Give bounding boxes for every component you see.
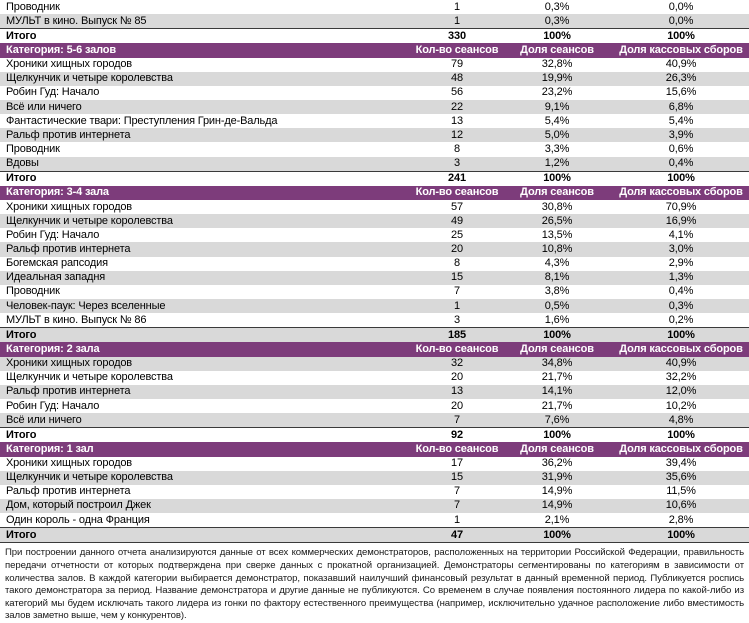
- total-sessions-count-cell: 92: [451, 428, 463, 441]
- sessions-count-cell: 57: [451, 200, 463, 213]
- sessions-count-cell: 15: [451, 271, 463, 284]
- sessions-share-cell: 2,1%: [544, 513, 570, 526]
- sessions-share-cell: 23,2%: [541, 86, 573, 99]
- col-header-sessions-share: Доля сеансов: [520, 442, 594, 455]
- table-row: [0, 471, 749, 485]
- col-header-boxoffice-share: Доля кассовых сборов: [619, 442, 743, 455]
- sessions-share-cell: 0,3%: [544, 14, 570, 27]
- boxoffice-share-cell: 4,8%: [668, 413, 694, 426]
- sessions-count-cell: 1: [454, 513, 460, 526]
- table-row: [0, 413, 749, 427]
- movie-title-cell: Робин Гуд: Начало: [6, 229, 100, 241]
- col-header-sessions-count: Кол-во сеансов: [415, 43, 499, 56]
- sessions-share-cell: 0,5%: [544, 299, 570, 312]
- total-label: Итого: [6, 329, 37, 341]
- sessions-share-cell: 31,9%: [541, 471, 573, 484]
- col-header-sessions-count: Кол-во сеансов: [415, 342, 499, 355]
- sessions-count-cell: 3: [454, 313, 460, 326]
- sessions-share-cell: 19,9%: [541, 72, 573, 85]
- sessions-count-cell: 8: [454, 257, 460, 270]
- table-row: [0, 214, 749, 228]
- sessions-share-cell: 9,1%: [544, 100, 570, 113]
- total-row: [0, 171, 749, 186]
- sessions-count-cell: 20: [451, 242, 463, 255]
- boxoffice-share-cell: 2,8%: [668, 513, 694, 526]
- movie-title-cell: Фантастические твари: Преступления Грин-де-Вальда: [6, 115, 278, 127]
- boxoffice-share-cell: 3,0%: [668, 242, 694, 255]
- sessions-share-cell: 26,5%: [541, 214, 573, 227]
- category-header-row: [0, 442, 749, 456]
- sessions-share-cell: 8,1%: [544, 271, 570, 284]
- total-sessions-share-cell: 100%: [543, 172, 571, 185]
- boxoffice-share-cell: 0,3%: [668, 299, 694, 312]
- sessions-share-cell: 3,3%: [544, 142, 570, 155]
- movie-title-cell: Ральф против интернета: [6, 386, 131, 398]
- table-row: [0, 357, 749, 371]
- table-row: [0, 285, 749, 299]
- category-label: Категория: 3-4 зала: [6, 187, 109, 199]
- boxoffice-share-cell: 0,0%: [668, 14, 694, 27]
- sessions-share-cell: 14,9%: [541, 499, 573, 512]
- total-sessions-count-cell: 241: [448, 172, 466, 185]
- table-row: [0, 371, 749, 385]
- movie-title-cell: Один король - одна Франция: [6, 514, 150, 526]
- table-row: [0, 0, 749, 14]
- table-row: [0, 271, 749, 285]
- total-row: [0, 427, 749, 442]
- sessions-share-cell: 0,3%: [544, 0, 570, 13]
- total-label: Итого: [6, 173, 37, 185]
- table-row: [0, 385, 749, 399]
- sessions-count-cell: 25: [451, 228, 463, 241]
- total-sessions-share-cell: 100%: [543, 528, 571, 541]
- sessions-share-cell: 30,8%: [541, 200, 573, 213]
- boxoffice-share-cell: 16,9%: [665, 214, 697, 227]
- movie-title-cell: Проводник: [6, 1, 60, 13]
- total-sessions-count-cell: 185: [448, 328, 466, 341]
- movie-title-cell: Робин Гуд: Начало: [6, 87, 100, 99]
- boxoffice-share-cell: 10,2%: [665, 399, 697, 412]
- boxoffice-share-cell: 0,0%: [668, 0, 694, 13]
- movie-title-cell: Щелкунчик и четыре королевства: [6, 73, 173, 85]
- category-label: Категория: 2 зала: [6, 343, 100, 355]
- total-sessions-share-cell: 100%: [543, 328, 571, 341]
- total-row: [0, 28, 749, 43]
- table-row: [0, 499, 749, 513]
- boxoffice-share-cell: 10,6%: [665, 499, 697, 512]
- sessions-share-cell: 4,3%: [544, 257, 570, 270]
- sessions-share-cell: 14,1%: [541, 385, 573, 398]
- table-row: [0, 58, 749, 72]
- movie-title-cell: Щелкунчик и четыре королевства: [6, 215, 173, 227]
- category-label: Категория: 5-6 залов: [6, 44, 116, 56]
- table-row: [0, 14, 749, 28]
- movie-title-cell: Идеальная западня: [6, 272, 106, 284]
- total-row: [0, 527, 749, 542]
- movie-title-cell: Ральф против интернета: [6, 129, 131, 141]
- sessions-count-cell: 15: [451, 471, 463, 484]
- sessions-share-cell: 7,6%: [544, 413, 570, 426]
- total-row: [0, 327, 749, 342]
- table-row: [0, 485, 749, 499]
- boxoffice-share-cell: 3,9%: [668, 128, 694, 141]
- movie-title-cell: Дом, который построил Джек: [6, 500, 151, 512]
- sessions-count-cell: 49: [451, 214, 463, 227]
- boxoffice-share-cell: 6,8%: [668, 100, 694, 113]
- col-header-boxoffice-share: Доля кассовых сборов: [619, 342, 743, 355]
- sessions-count-cell: 20: [451, 371, 463, 384]
- movie-title-cell: Ральф против интернета: [6, 243, 131, 255]
- sessions-share-cell: 32,8%: [541, 58, 573, 71]
- total-label: Итого: [6, 529, 37, 541]
- boxoffice-share-cell: 40,9%: [665, 58, 697, 71]
- movie-title-cell: Хроники хищных городов: [6, 201, 132, 213]
- col-header-sessions-share: Доля сеансов: [520, 186, 594, 199]
- col-header-sessions-count: Кол-во сеансов: [415, 186, 499, 199]
- table-row: [0, 313, 749, 327]
- table-row: [0, 128, 749, 142]
- total-boxoffice-share-cell: 100%: [667, 172, 695, 185]
- sessions-count-cell: 1: [454, 299, 460, 312]
- movie-title-cell: Человек-паук: Через вселенные: [6, 300, 166, 312]
- col-header-boxoffice-share: Доля кассовых сборов: [619, 43, 743, 56]
- boxoffice-share-cell: 26,3%: [665, 72, 697, 85]
- movie-title-cell: Хроники хищных городов: [6, 358, 132, 370]
- table-row: [0, 257, 749, 271]
- movie-title-cell: Проводник: [6, 143, 60, 155]
- movie-title-cell: Робин Гуд: Начало: [6, 400, 100, 412]
- boxoffice-share-cell: 40,9%: [665, 357, 697, 370]
- col-header-boxoffice-share: Доля кассовых сборов: [619, 186, 743, 199]
- sessions-count-cell: 7: [454, 499, 460, 512]
- sessions-share-cell: 21,7%: [541, 399, 573, 412]
- movie-title-cell: Щелкунчик и четыре королевства: [6, 472, 173, 484]
- sessions-share-cell: 5,0%: [544, 128, 570, 141]
- boxoffice-share-cell: 39,4%: [665, 457, 697, 470]
- sessions-count-cell: 32: [451, 357, 463, 370]
- category-label: Категория: 1 зал: [6, 443, 94, 455]
- table-row: [0, 114, 749, 128]
- sessions-count-cell: 1: [454, 14, 460, 27]
- footnote-text: При построении данного отчета анализируются данные от всех коммерческих демонстраторов, расположенных на территории Российской Федерации, правильность передачи отчетности от которых подтверждена при сверке данных с прокатной организацией. Демонстраторы сегментированы по категориям в зависимости от количества залов. В каждой категории выбирается демонстратор, показавший наилучший финансовый результат в данный временной период. Публикуется роспись такого демонстратора за период. Название демонстратора и другие данные не публикуются. Со временем в случае появления постоянного лидера по какой-либо из категорий мы будем исключать такого лидера из гонки по фактору естественного преимущества (например, исключительно удачное расположение либо вместимость залов заметно выше, чем у конкурентов).: [5, 547, 744, 622]
- sessions-share-cell: 10,8%: [541, 242, 573, 255]
- total-label: Итого: [6, 429, 37, 441]
- total-boxoffice-share-cell: 100%: [667, 428, 695, 441]
- total-sessions-share-cell: 100%: [543, 29, 571, 42]
- category-header-row: [0, 43, 749, 57]
- boxoffice-share-cell: 1,3%: [668, 271, 694, 284]
- boxoffice-share-cell: 32,2%: [665, 371, 697, 384]
- sessions-count-cell: 7: [454, 485, 460, 498]
- sessions-share-cell: 36,2%: [541, 457, 573, 470]
- sessions-share-cell: 1,6%: [544, 313, 570, 326]
- table-row: [0, 399, 749, 413]
- movie-title-cell: Вдовы: [6, 158, 39, 170]
- boxoffice-share-cell: 0,4%: [668, 285, 694, 298]
- table-row: [0, 72, 749, 86]
- movie-title-cell: Всё или ничего: [6, 414, 82, 426]
- sessions-count-cell: 79: [451, 58, 463, 71]
- table-row: [0, 457, 749, 471]
- sessions-count-cell: 12: [451, 128, 463, 141]
- movie-title-cell: Щелкунчик и четыре королевства: [6, 372, 173, 384]
- sessions-count-cell: 3: [454, 157, 460, 170]
- total-boxoffice-share-cell: 100%: [667, 328, 695, 341]
- boxoffice-share-cell: 0,6%: [668, 142, 694, 155]
- boxoffice-share-cell: 4,1%: [668, 228, 694, 241]
- total-boxoffice-share-cell: 100%: [667, 29, 695, 42]
- total-sessions-count-cell: 330: [448, 29, 466, 42]
- boxoffice-share-cell: 0,4%: [668, 157, 694, 170]
- movie-title-cell: Ральф против интернета: [6, 486, 131, 498]
- sessions-share-cell: 13,5%: [541, 228, 573, 241]
- movie-title-cell: Богемская рапсодия: [6, 258, 108, 270]
- movie-title-cell: Всё или ничего: [6, 101, 82, 113]
- movie-title-cell: Проводник: [6, 286, 60, 298]
- boxoffice-share-cell: 70,9%: [665, 200, 697, 213]
- sessions-count-cell: 1: [454, 0, 460, 13]
- sessions-share-cell: 14,9%: [541, 485, 573, 498]
- table-row: [0, 299, 749, 313]
- sessions-share-cell: 5,4%: [544, 114, 570, 127]
- sessions-count-cell: 7: [454, 285, 460, 298]
- sessions-share-cell: 34,8%: [541, 357, 573, 370]
- sessions-count-cell: 48: [451, 72, 463, 85]
- col-header-sessions-share: Доля сеансов: [520, 342, 594, 355]
- sessions-share-cell: 3,8%: [544, 285, 570, 298]
- sessions-count-cell: 13: [451, 385, 463, 398]
- sessions-count-cell: 22: [451, 100, 463, 113]
- movie-title-cell: Хроники хищных городов: [6, 59, 132, 71]
- sessions-count-cell: 8: [454, 142, 460, 155]
- sessions-count-cell: 17: [451, 457, 463, 470]
- table-row: [0, 513, 749, 527]
- col-header-sessions-share: Доля сеансов: [520, 43, 594, 56]
- table-row: [0, 200, 749, 214]
- sessions-share-cell: 21,7%: [541, 371, 573, 384]
- sessions-count-cell: 56: [451, 86, 463, 99]
- boxoffice-share-cell: 0,2%: [668, 313, 694, 326]
- table-row: [0, 100, 749, 114]
- sessions-count-cell: 20: [451, 399, 463, 412]
- sessions-share-cell: 1,2%: [544, 157, 570, 170]
- boxoffice-share-cell: 35,6%: [665, 471, 697, 484]
- category-header-row: [0, 186, 749, 200]
- total-label: Итого: [6, 30, 37, 42]
- total-sessions-count-cell: 47: [451, 528, 463, 541]
- table-row: [0, 86, 749, 100]
- boxoffice-share-cell: 12,0%: [665, 385, 697, 398]
- col-header-sessions-count: Кол-во сеансов: [415, 442, 499, 455]
- table-row: [0, 142, 749, 156]
- category-header-row: [0, 342, 749, 356]
- boxoffice-share-cell: 5,4%: [668, 114, 694, 127]
- total-sessions-share-cell: 100%: [543, 428, 571, 441]
- table-row: [0, 242, 749, 256]
- movie-title-cell: МУЛЬТ в кино. Выпуск № 85: [6, 15, 147, 27]
- sessions-count-cell: 13: [451, 114, 463, 127]
- movie-title-cell: Хроники хищных городов: [6, 458, 132, 470]
- total-boxoffice-share-cell: 100%: [667, 528, 695, 541]
- table-row: [0, 157, 749, 171]
- boxoffice-share-cell: 11,5%: [666, 485, 696, 498]
- boxoffice-share-cell: 2,9%: [668, 257, 694, 270]
- sessions-count-cell: 7: [454, 413, 460, 426]
- boxoffice-share-cell: 15,6%: [665, 86, 697, 99]
- movie-title-cell: МУЛЬТ в кино. Выпуск № 86: [6, 314, 147, 326]
- table-row: [0, 228, 749, 242]
